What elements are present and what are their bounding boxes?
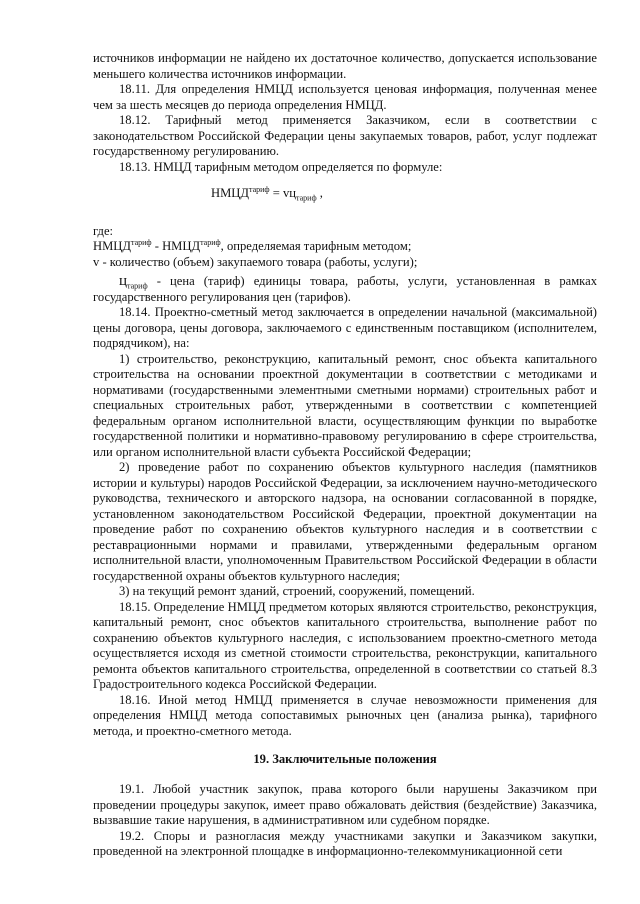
- def-c-symbol-sub: тариф: [127, 281, 148, 291]
- formula-tail: ,: [316, 186, 323, 200]
- formula-lhs-sup: тариф: [248, 184, 270, 194]
- definition-c: [93, 274, 597, 305]
- formula-lhs: НМЦД: [211, 186, 249, 200]
- paragraph-18-14-item-2: 2) проведение работ по сохранению объектов культурного наследия (памятников истории и культуры) народов Российской Федерации, за исключением научно-методического руководства, технического и авторского надзора, на основании согласованной в порядке, установленном законодательством Российской Федерации, проектной документации на проведение работ по сохранению объектов культурного наследия и в соответствии с реставрационными нормами и правилами, утвержденными федеральным органом исполнительной власти, уполномоченным Правительством Российской Федерации в области государственной охраны объектов культурного наследия;: [93, 460, 597, 583]
- paragraph-18-13: 18.13. НМЦД тарифным методом определяется по формуле:: [119, 159, 443, 174]
- paragraph-18-12: 18.12. Тарифный метод применяется Заказчиком, если в соответствии с законодательством Российской Федерации цены закупаемых товаров, работ, услуг подлежат государственному регулированию.: [93, 113, 597, 158]
- definition-v: v - количество (объем) закупаемого товара (работы, услуги);: [93, 254, 418, 269]
- def-nmcd-term-sup: тариф: [130, 237, 152, 247]
- paragraph-18-14-item-3: 3) на текущий ремонт зданий, строений, сооружений, помещений.: [119, 584, 475, 598]
- paragraph-18-14: 18.14. Проектно-сметный метод заключается в определении начальной (максимальной) цены договора, цены договора, заключаемого с единственным поставщиком (исполнителем, подрядчиком), на:: [93, 305, 597, 350]
- def-nmcd-dash: - НМЦД: [151, 239, 201, 253]
- paragraph-18-11: 18.11. Для определения НМЦД используется ценовая информация, полученная менее чем за шесть месяцев до периода определения НМЦД.: [93, 82, 597, 112]
- section-19-heading-block: [93, 752, 597, 768]
- tariff-formula: [93, 186, 597, 202]
- section-heading-19: 19. Заключительные положения: [253, 752, 437, 766]
- paragraph-intro: источников информации не найдено их достаточное количество, допускается использование меньшего количества источников информации.: [93, 51, 597, 81]
- section-19-text: [93, 782, 597, 860]
- section-18-text: [93, 51, 597, 739]
- def-c-symbol: ц: [119, 273, 128, 289]
- def-nmcd-dash-sup: тариф: [200, 237, 221, 247]
- paragraph-18-14-item-1: 1) строительство, реконструкцию, капитальный ремонт, снос объекта капитального строительства на основании проектной документации в соответствии с методиками и нормативами (государственными элементными сметными нормами) строительных работ и специальных строительных работ, утвержденными в соответствии с компетенцией федеральным органом исполнительной власти, осуществляющим функции по выработке государственной политики и нормативно-правовому регулированию в сфере строительства, или органом исполнительной власти субъекта Российской Федерации;: [93, 351, 597, 459]
- formula-rhs-sub: тариф: [296, 193, 317, 203]
- def-nmcd-text: , определяемая тарифным методом;: [220, 239, 412, 253]
- def-c-text: - цена (тариф) единицы товара, работы, услуги, установленная в рамках государственного регулирования цен (тарифов).: [93, 274, 597, 304]
- where-label: где:: [93, 223, 114, 238]
- paragraph-19-1: 19.1. Любой участник закупок, права которого были нарушены Заказчиком при проведении процедуры закупок, имеет право обжаловать действия (бездействие) Заказчика, вызвавшие такие нарушения, в административном или судебном порядке.: [93, 782, 597, 827]
- def-nmcd-term: НМЦД: [93, 239, 131, 253]
- formula-eq: = vц: [269, 186, 297, 200]
- definition-nmcd: [93, 239, 597, 255]
- paragraph-18-15: 18.15. Определение НМЦД предметом которых являются строительство, реконструкция, капитальный ремонт, снос объектов капитального строительства, выполнение работ по сохранению объектов культурного наследия, с использованием проектно-сметного метода осуществляется исходя из сметной стоимости строительства, реконструкции, капитального ремонта объектов капитального строительства, определенной в соответствии со статьей 8.3 Градостроительного кодекса Российской Федерации.: [93, 599, 597, 691]
- paragraph-19-2: 19.2. Споры и разногласия между участниками закупки и Заказчиком закупки, проведенной на электронной площадке в информационно-телекоммуникационной сети: [93, 828, 597, 858]
- paragraph-18-16: 18.16. Иной метод НМЦД применяется в случае невозможности применения для определения НМЦД метода сопоставимых рыночных цен (анализа рынка), тарифного метода, и проектно-сметного метода.: [93, 692, 597, 738]
